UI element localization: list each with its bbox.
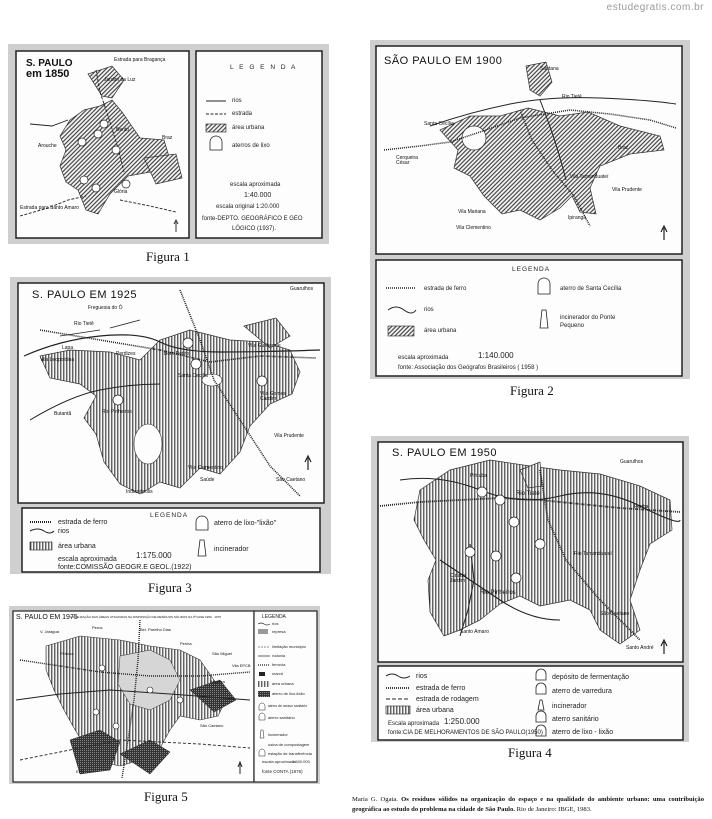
figure-2-place: Vila Tamanduateí bbox=[570, 174, 609, 180]
figure-3-place: Rio Tietê bbox=[74, 321, 94, 327]
figure-1-scale-value: 1:40.000 bbox=[244, 192, 272, 199]
figure-5-place: Bel. Parelho Dias bbox=[140, 627, 171, 632]
figure-5-legend-item: incinerador bbox=[268, 732, 288, 737]
figure-4-source: fonte:CIA DE MELHORAMENTOS DE SÃO PAULO(1950) bbox=[388, 730, 543, 736]
figure-3-place: Lapa bbox=[62, 345, 74, 351]
figure-2-source: fonte: Associação dos Geógrafos Brasileiros ( 1958 ) bbox=[398, 365, 539, 371]
figure-2-place: Cerqueira César bbox=[396, 155, 418, 166]
figure-5-legend-item: aterro de lixo-lixão bbox=[272, 691, 305, 696]
figure-4-legend-item: área urbana bbox=[416, 707, 454, 714]
figure-1-legend-title: L E G E N D A bbox=[230, 64, 298, 71]
figure-4-place: Rio Pinheiros bbox=[480, 590, 516, 596]
figure-2-place: Rio Tietê bbox=[562, 94, 582, 100]
figure-5-place: V. Jaraguá bbox=[40, 629, 59, 634]
figure-4-place: Santo André bbox=[626, 645, 654, 651]
figure-5-legend-item: área urbana bbox=[272, 681, 294, 686]
figure-5-scale-value: 1:540.000 bbox=[292, 759, 310, 764]
figure-5-place: Pirituba bbox=[60, 651, 74, 656]
citation-title: Os resíduos sólidos na organização do espaço e na qualidade do ambiente urbano: uma contribuição geográfica ao estudo do problema na cidade de São Paulo. bbox=[352, 796, 705, 813]
figure-3-scale-text: escala aproximada bbox=[58, 556, 117, 563]
figure-3-legend-item: incinerador bbox=[214, 546, 249, 553]
figure-4-place: Santo Amaro bbox=[460, 629, 489, 635]
figure-3-place: Guarulhos bbox=[290, 286, 314, 292]
figure-5-place: Penha bbox=[180, 641, 192, 646]
figure-3-legend-item: estrada de ferro bbox=[58, 519, 108, 526]
citation-publisher: Rio de Janeiro: IBGE, 1983. bbox=[516, 805, 592, 813]
figure-2-place: Vila Clementino bbox=[456, 225, 491, 231]
figure-5-legend-item: rios bbox=[272, 621, 279, 626]
figure-4-place: Rio Tamanduateí bbox=[574, 551, 612, 557]
figure-4-legend-item: aterro sanitário bbox=[552, 716, 599, 723]
figure-5-place: São Caetano bbox=[200, 723, 224, 728]
figure-1-place: Arouche bbox=[38, 143, 57, 149]
figure-4-title: S. PAULO EM 1950 bbox=[392, 447, 498, 459]
figure-5-legend-item: usina de compostagem bbox=[268, 742, 310, 747]
figure-2-place: Santa Cecília bbox=[424, 121, 454, 127]
figure-3-legend-item: aterro de lixo-"lixão" bbox=[214, 520, 277, 527]
figure-3-place: Bom Retiro bbox=[164, 351, 190, 357]
figure-1-title-line2: em 1850 bbox=[26, 68, 70, 80]
figure-1-title bbox=[26, 58, 72, 80]
figure-1-place: Estrada para Santo Amaro bbox=[20, 205, 79, 211]
figure-4-place: Penha bbox=[634, 504, 649, 510]
figure-5-legend-title: LEGENDA bbox=[262, 614, 286, 620]
figure-4-scale-value: 1:250.000 bbox=[444, 717, 480, 726]
figure-2-place: Vila Prudente bbox=[612, 187, 642, 193]
figure-2-legend-item: rios bbox=[424, 307, 434, 313]
figure-2-legend-item: área urbana bbox=[424, 328, 457, 334]
figure-2-legend-item: aterro de Santa Cecília bbox=[560, 286, 622, 292]
figure-1-place: Estrada para Bragança bbox=[114, 57, 166, 63]
figure-5-place: Vila EPCB bbox=[232, 663, 251, 668]
figure-3-place: São Caetano bbox=[276, 477, 306, 483]
figure-2-legend-item: estrada de ferro bbox=[424, 286, 467, 292]
figure-5-caption: Figura 5 bbox=[144, 789, 188, 804]
figure-5-place: Perus bbox=[92, 625, 103, 630]
figure-3-place: Saúde bbox=[200, 477, 215, 483]
figure-1-source: fonte-DEPTO. GEOGRÁFICO E GEO bbox=[202, 216, 303, 222]
figure-1-place: Braz bbox=[162, 135, 173, 141]
figure-5-legend-item: aterro sanitário bbox=[268, 715, 295, 720]
figure-3-place: Vila Guilherme bbox=[248, 343, 281, 349]
watermark: estudegratis.com.br bbox=[606, 2, 704, 13]
figure-1-legend-item: rios bbox=[232, 98, 242, 104]
figure-3-place: Freguesia do Ó bbox=[88, 305, 123, 311]
figure-5-title: S. PAULO EM 1975 bbox=[16, 614, 78, 621]
figure-2-legend-item: incinerador do Ponte Pequeno bbox=[560, 315, 616, 329]
figure-1-title-line1: S. PAULO bbox=[26, 58, 73, 69]
figure-1-legend-item: estrada bbox=[232, 111, 253, 117]
figure-2-caption: Figura 2 bbox=[510, 383, 554, 398]
figure-5-subtitle: LOCALIZAÇÃO DAS ÁREAS UTILIZADAS NA DISPOSIÇÃO DE RESÍDUOS SÓLIDOS NA 3ª FASE 1950 - 1975 bbox=[70, 615, 221, 619]
figure-4-legend-item: depósito de fermentação bbox=[552, 674, 630, 681]
figure-5-legend-item: aterro de arraso sanitário bbox=[268, 704, 308, 708]
figure-2-title: SÃO PAULO EM 1900 bbox=[384, 55, 503, 67]
figure-3-place: Perdizes bbox=[116, 351, 136, 357]
figure-1-place: Jardim da Luz bbox=[104, 77, 136, 83]
bibliographic-citation bbox=[352, 795, 704, 814]
figure-3-legend-title: LEGENDA bbox=[150, 512, 189, 519]
figure-4-place: Guarulhos bbox=[620, 459, 644, 465]
figure-3-place: Vila Prudente bbox=[274, 433, 304, 439]
figure-4-place: Pirituba bbox=[470, 473, 487, 479]
figure-2-scale-value: 1:140.000 bbox=[478, 351, 514, 360]
figure-4-place: São Caetano bbox=[600, 611, 630, 617]
figure-1-source-2: LÓGICO (1937). bbox=[232, 226, 277, 232]
figure-4-legend-item: aterro de lixo - lixão bbox=[552, 729, 614, 736]
figure-5-legend-item: ferrovia bbox=[272, 662, 286, 667]
figure-4-legend-item: estrada de ferro bbox=[416, 685, 466, 692]
figure-3-legend-item: rios bbox=[58, 528, 70, 535]
figure-1-place: Bento bbox=[116, 127, 130, 133]
figure-3-legend-item: área urbana bbox=[58, 543, 96, 550]
figure-4-place: Rio Tietê bbox=[516, 491, 540, 497]
figure-3-source: fonte:COMISSÃO GEOGR.E GEOL.(1922) bbox=[58, 564, 192, 571]
figure-3-place: Vila Gomes Cardim bbox=[260, 391, 286, 402]
figure-3-place: Rio Pinheiros bbox=[102, 409, 132, 415]
figure-3-scale-value: 1:175.000 bbox=[136, 551, 172, 560]
figure-3-place: Vila Leopoldina bbox=[40, 357, 75, 363]
figure-5-place: EPS bbox=[76, 769, 85, 774]
figure-1-place: Glória bbox=[114, 189, 128, 195]
figure-3-place: Indianópolis bbox=[126, 489, 153, 495]
figure-5-legend-item: estação de transferência bbox=[268, 751, 312, 756]
figure-4-place: Cidade Jardim bbox=[450, 573, 466, 584]
figure-4-legend-item: rios bbox=[416, 673, 428, 680]
figure-3-caption: Figura 3 bbox=[148, 580, 192, 595]
figure-1-legend-item: área urbana bbox=[232, 125, 265, 131]
figure-5-legend-item: rodovia bbox=[272, 653, 286, 658]
figure-5-legend-item: marcô bbox=[272, 671, 284, 676]
figure-1-legend-item: aterros de lixo bbox=[232, 143, 270, 149]
figure-3-title: S. PAULO EM 1925 bbox=[32, 289, 138, 301]
figure-5-legend-item: represa bbox=[272, 629, 286, 634]
figure-4-legend-item: estrada de rodagem bbox=[416, 696, 479, 703]
figure-4-legend-item: incinerador bbox=[552, 703, 587, 710]
figure-3-place: Vila Clementino bbox=[188, 465, 223, 471]
figure-1-caption: Figura 1 bbox=[146, 249, 190, 264]
figure-4-legend-item: aterro de varredura bbox=[552, 688, 612, 695]
figure-3-place: Butantã bbox=[54, 411, 72, 417]
figure-5-legend-item: limitação municipio bbox=[272, 644, 306, 649]
figure-2-place: Santana bbox=[540, 66, 559, 72]
figure-2-place: Vila Mariana bbox=[458, 209, 486, 215]
citation-author: Maria G. Ogata. bbox=[352, 796, 398, 803]
figure-5-scale-text: escala aproximada bbox=[262, 759, 296, 764]
figure-1-scale-text: escala aproximada bbox=[230, 182, 281, 188]
figure-2-place: Braz bbox=[618, 145, 629, 151]
figure-4-caption: Figura 4 bbox=[508, 745, 552, 760]
figure-2-legend-title: LEGENDA bbox=[512, 266, 551, 273]
figure-5-source: fonte CONTA (1976) bbox=[262, 769, 303, 774]
figure-5-place: São Miguel bbox=[212, 651, 233, 656]
figure-4-scale-text: Escala aproximada bbox=[388, 721, 440, 727]
figure-2-scale-text: escala aproximada bbox=[398, 355, 449, 361]
figure-1-scale-original: escala original 1:20.000 bbox=[216, 204, 280, 210]
figure-2-place: Ipiranga bbox=[568, 215, 587, 221]
figure-3-place: Santa Cecília bbox=[178, 373, 208, 379]
figure-5-place: Itaquera bbox=[210, 679, 225, 684]
